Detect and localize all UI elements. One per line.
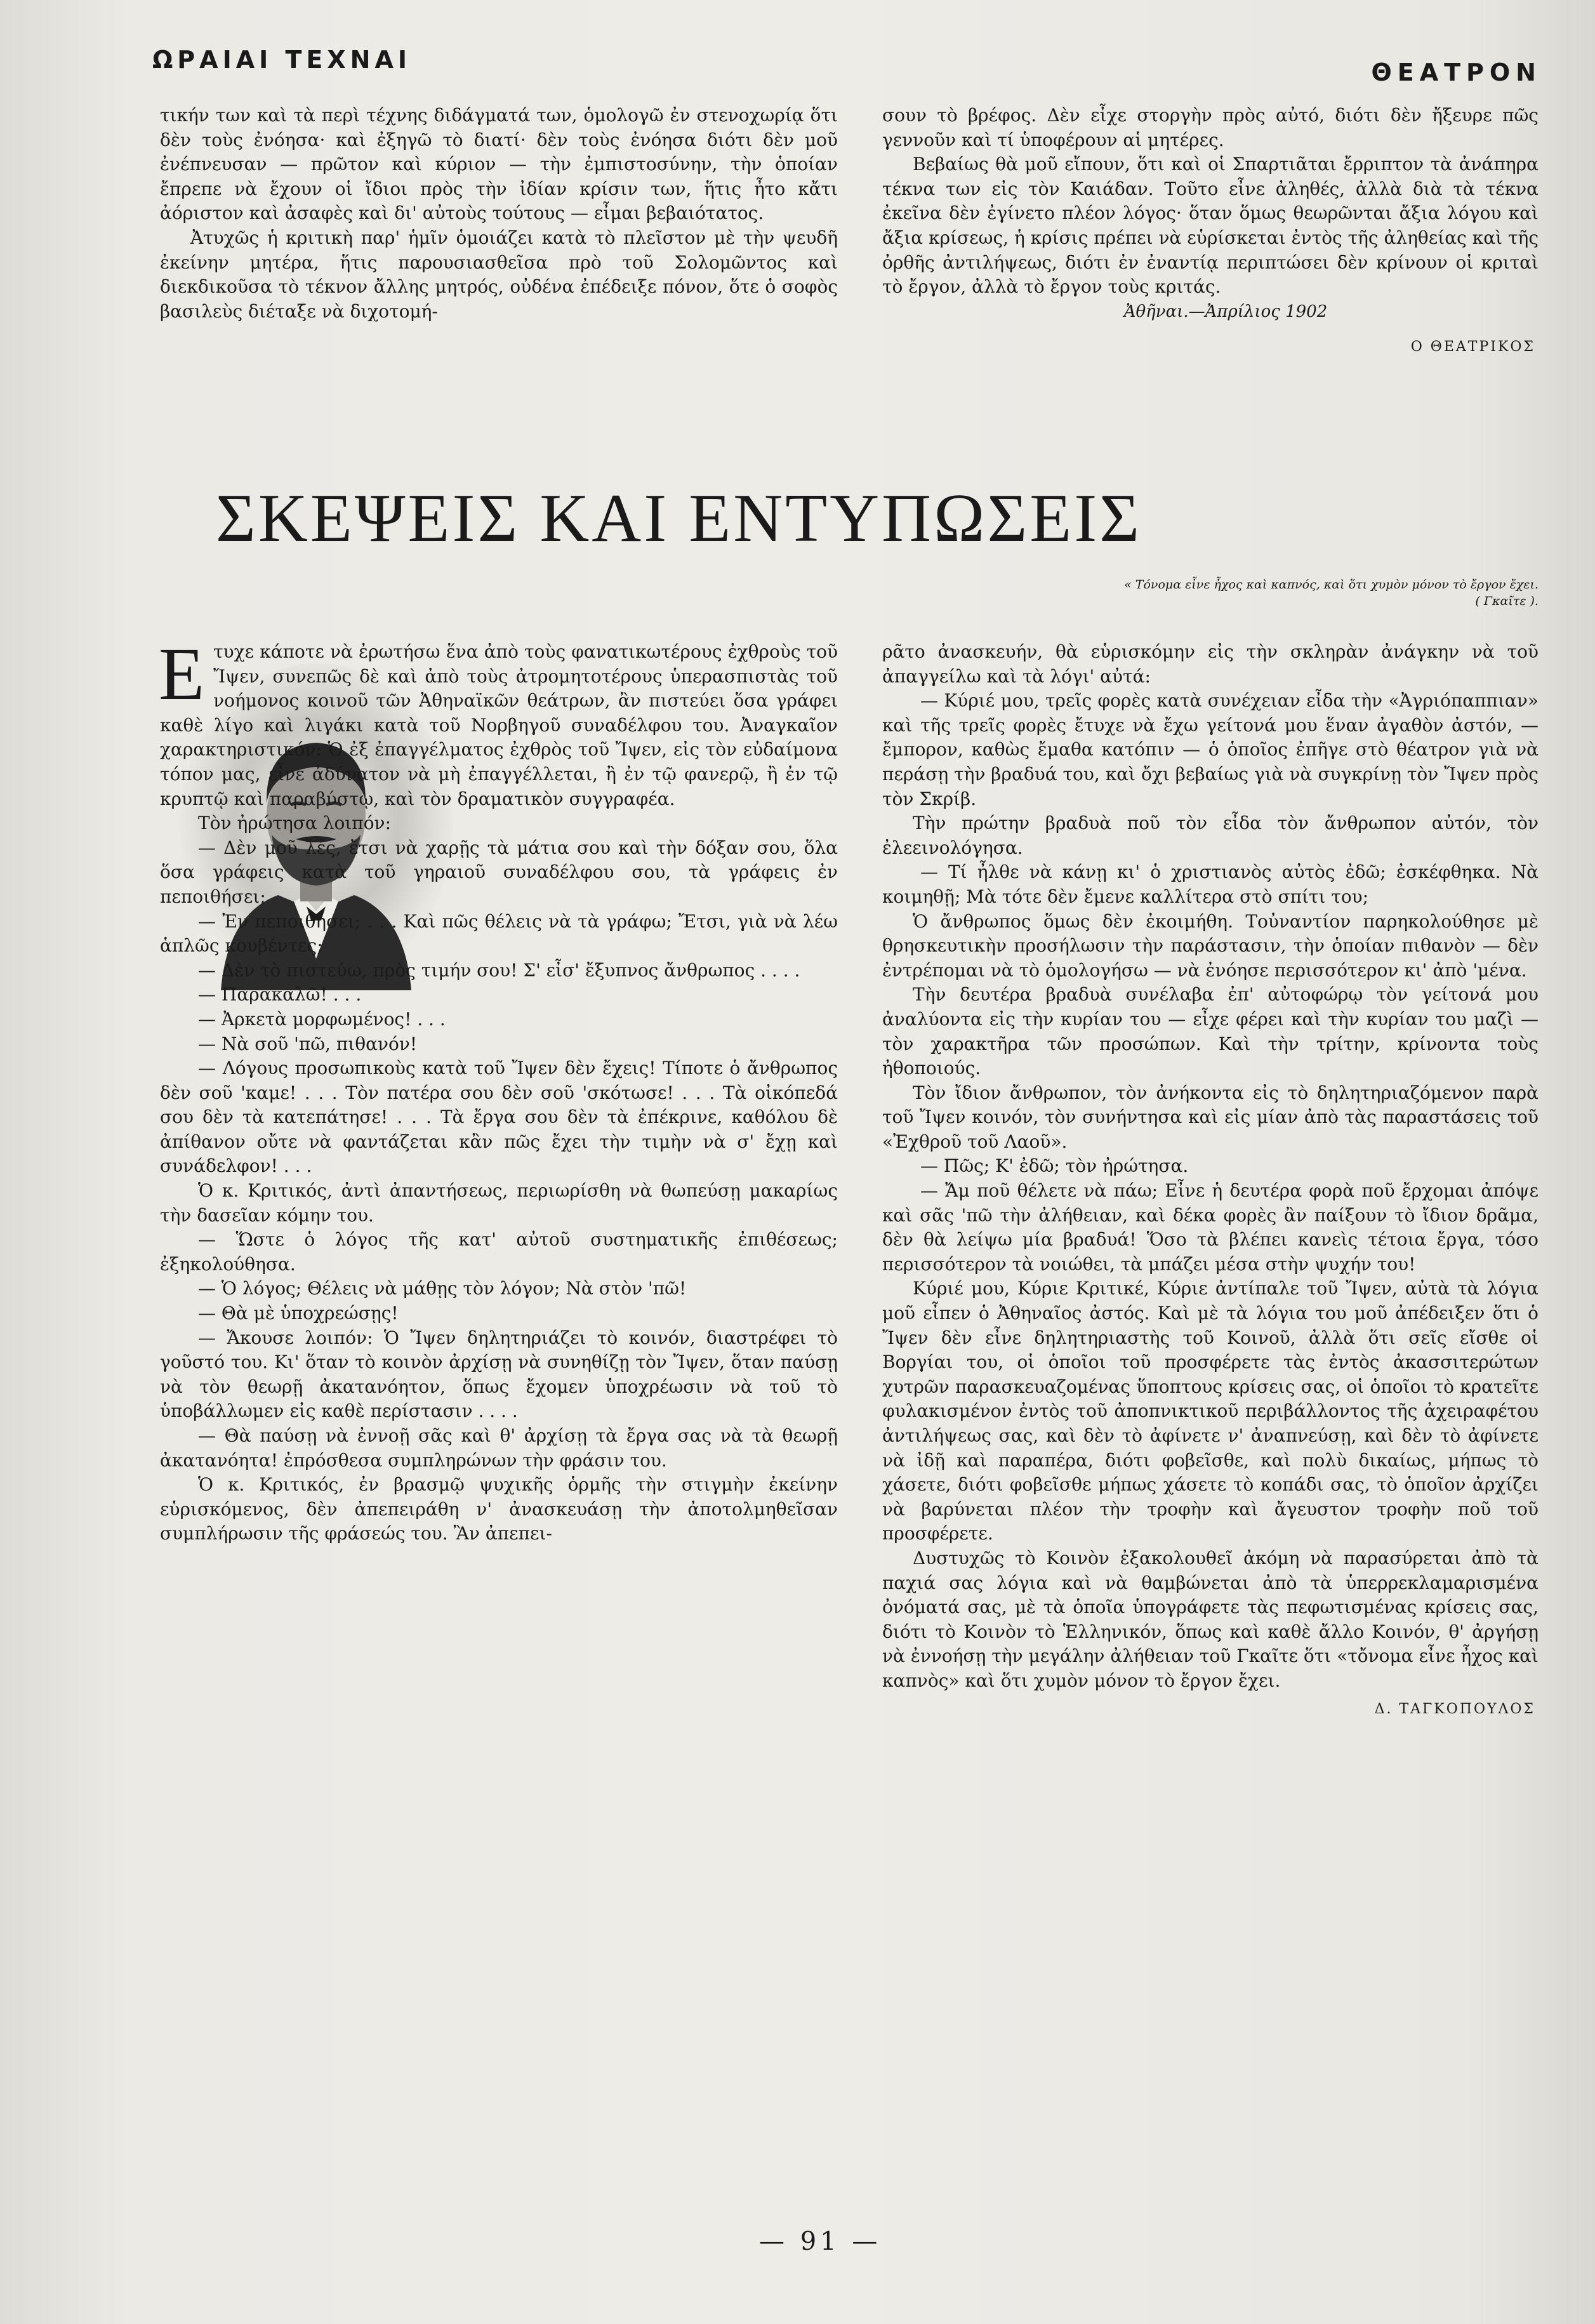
bottom-left-column [159, 632, 838, 1546]
paragraph: τικήν των καὶ τὰ περὶ τέχνης διδάγματά των, ὁμολογῶ ἐν στενοχωρίᾳ ὅτι δὲν τοὺς ἐνόησα· καὶ ἐξηγῶ τὸ διατί· δὲν τοὺς ἐνόησα διότι δὲν μοῦ ἐνέπνευσαν — πρῶτον καὶ κύριον — τὴν ἐμπιστοσύνην, τὴν ὁποίαν ἔπρεπε νὰ ἔχουν οἱ ἴδιοι πρὸς τὴν ἰδίαν κρίσιν των, ἥτις ἦτο κἄτι ἀόριστον καὶ ἀσαφὲς καὶ δι' αὐτοὺς τούτους — εἶμαι βεβαιότατος. [160, 105, 838, 224]
paragraph: Κύριέ μου, Κύριε Κριτικέ, Κύριε ἀντίπαλε τοῦ Ἴψεν, αὐτὰ τὰ λόγια μοῦ εἶπεν ὁ Ἀθηναῖος ἀστός. Καὶ μὲ τὰ λόγια του μοῦ ἀπέδειξεν ὅτι ὁ Ἴψεν δὲν εἶνε δηλητηριαστὴς τοῦ Κοινοῦ, ἀλλὰ ὅτι σεῖς εἴσθε οἱ Βοργίαι του, οἱ ὁποῖοι τοῦ προσφέρετε τὰς ἐντὸς ἀκασσιτερώτων χυτρῶν παρασκευαζομένας ὕποπτους κρίσεις σας, οἱ ὁποῖοι τὸ κρατεῖτε φυλακισμένον ἐντὸς τοῦ ἀποπνικτικοῦ περιβάλλοντος τῆς ἀχειραφέτου ἀντιλήψεως σας, καὶ δὲν τὸ ἀφίνετε ν' ἀναπνεύσῃ, καὶ δὲν τὸ ἀφίνετε νὰ ἰδῇ καὶ παραπέρα, διότι φοβεῖσθε, καὶ πολὺ δικαίως, μήπως τὸ χάσετε, διότι φοβεῖσθε μήπως χάσετε τὸ κοπάδι σας, τὸ ὁποῖον ἀρχίζει νὰ βαρύνεται πλέον τὴν τροφὴν καὶ ἄγευστον τροφὴν ποῦ τοῦ προσφέρετε. [882, 1278, 1539, 1544]
paragraph: — Τί ἦλθε νὰ κάνῃ κι' ὁ χριστιανὸς αὐτὸς ἐδῶ; ἐσκέφθηκα. Νὰ κοιμηθῇ; Μὰ τότε δὲν ἔμενε καλλίτερα στὸ σπίτι του; [882, 861, 1539, 907]
top-right-column [882, 103, 1539, 360]
paragraph: — Ἀρκετὰ μορφωμένος! . . . [198, 1008, 446, 1030]
bottom-right-column [882, 640, 1539, 1722]
paragraph: — Θὰ παύσῃ νὰ ἐννοῇ σᾶς καὶ θ' ἀρχίσῃ τὰ ἔργα σας νὰ τὰ θεωρῇ ἀκατανόητα! ἐπρόσθεσα συμπληρώνων τὴν φράσιν του. [160, 1425, 838, 1471]
paragraph: Ὁ κ. Κριτικός, ἐν βρασμῷ ψυχικῆς ὁρμῆς τὴν στιγμὴν ἐκείνην εὑρισκόμενος, δὲν ἀπεπειράθη ν' ἀνασκευάσῃ τὴν ἀποτολμηθεῖσαν συμπλήρωσιν τῆς φράσεώς του. Ἂν ἀπεπει- [160, 1474, 838, 1544]
paragraph: Βεβαίως θὰ μοῦ εἴπουν, ὅτι καὶ οἱ Σπαρτιᾶται ἔρριπτον τὰ ἀνάπηρα τέκνα των εἰς τὸν Καιάδαν. Τοῦτο εἶνε ἀληθές, ἀλλὰ διὰ τὰ τέκνα ἐκεῖνα δὲν ἐγίνετο πλέον λόγος· ὅταν ὅμως θεωρῶνται ἄξια λόγου καὶ ἄξια κρίσεως, ἡ κρίσις πρέπει νὰ εὑρίσκεται ἐντὸς τῆς ἀληθείας καὶ τῆς ὀρθῆς ἀντιλήψεως, διότι ἐν ἐναντίᾳ περιπτώσει δὲν κρίνουν οἱ κριταὶ τὸ ἔργον, ἀλλὰ τὸ ἔργον τοὺς κριτάς. [882, 154, 1539, 298]
epigraph-attribution: ( Γκαῖτε ). [1475, 594, 1539, 608]
paragraph: σουν τὸ βρέφος. Δὲν εἶχε στοργὴν πρὸς αὐτό, διότι δὲν ἤξευρε πῶς γεννοῦν καὶ τί ὑποφέρουν αἱ μητέρες. [882, 105, 1539, 150]
paragraph: Ὁ κ. Κριτικός, ἀντὶ ἀπαντήσεως, περιωρίσθη νὰ θωπεύσῃ μακαρίως τὴν δασεῖαν κόμην του. [160, 1180, 838, 1226]
article-title: ΣΚΕΨΕΙΣ ΚΑΙ ΕΝΤΥΠΩΣΕΙΣ [216, 481, 1142, 556]
drop-cap: Ε [159, 632, 205, 715]
dateline: Ἀθῆναι.—Ἀπρίλιος 1902 [1123, 302, 1328, 321]
epigraph-quote: « Τόνομα εἶνε ἦχος καὶ καπνός, καὶ ὅτι χυμὸν μόνον τὸ ἔργον ἔχει. [1124, 578, 1539, 592]
paragraph: — Ὁ λόγος; Θέλεις νὰ μάθῃς τὸν λόγον; Νὰ στὸν 'πῶ! [198, 1278, 687, 1299]
running-head-left: ΩΡΑΙΑΙ ΤΕΧΝΑΙ [152, 46, 412, 74]
paragraph: — Δὲν τὸ πιστεύω, πρὸς τιμήν σου! Σ' εἶσ' ἔξυπνος ἄνθρωπος . . . . [198, 959, 800, 981]
epigraph [882, 576, 1539, 609]
page-number: — 91 — [759, 2227, 882, 2256]
paragraph: Τὸν ἠρώτησα λοιπόν: [198, 813, 392, 834]
paragraph: — Δὲν μοῦ λές, ἔτσι νὰ χαρῇς τὰ μάτια σου καὶ τὴν δόξαν σου, ὅλα ὅσα γράφεις κατὰ τοῦ γηραιοῦ συναδέλφου σου, τὰ γράφεις ἐν πεποιθήσει; [160, 837, 838, 907]
author-signature: Δ. ΤΑΓΚΟΠΟΥΛΟΣ [1374, 1701, 1535, 1717]
paragraph: — Ἄμ ποῦ θέλετε νὰ πάω; Εἶνε ἡ δευτέρα φορὰ ποῦ ἔρχομαι ἀπόψε καὶ σᾶς 'πῶ τὴν ἀλήθειαν, καὶ δέκα φορὲς ἂν παίξουν τὸ ἴδιον δρᾶμα, δὲν θὰ λείψω μία βραδυά! Ὅσο τὰ βλέπει κανεὶς τέτοια ἔργα, τόσο περισσότερον τὰ νοιώθει, τὰ μπάζει μέσα στὴν ψυχήν του! [882, 1180, 1539, 1275]
paragraph: Τὴν δευτέρα βραδυὰ συνέλαβα ἐπ' αὐτοφώρῳ τὸν γείτονά μου ἀναλύοντα εἰς τὴν κυρίαν του — εἶχε φέρει καὶ τὴν κυρίαν του μαζὶ — τὸν χαρακτῆρα τῶν προσώπων. Καὶ τὴν τρίτην, κρίνοντα τοὺς ἠθοποιούς. [882, 984, 1539, 1079]
paragraph: — Θὰ μὲ ὑποχρεώσῃς! [198, 1303, 399, 1324]
paragraph: — Κύριέ μου, τρεῖς φορὲς κατὰ συνέχειαν εἶδα τὴν «Ἀγριόπαππιαν» καὶ τῆς τρεῖς φορὲς ἔτυχε νὰ ἔχω γείτονά μου ἕναν ἀγαθὸν ἀστόν, — ἔμπορον, καθὼς ἔμαθα κατόπιν — ὁ ὁποῖος ἐπῆγε στὸ θέατρον γιὰ νὰ περάσῃ τὴν βραδυά του, καὶ ὄχι βεβαίως γιὰ νὰ συγκρίνῃ τὸν Ἴψεν πρὸς τὸν Σκρίβ. [882, 690, 1539, 809]
paragraph: — Νὰ σοῦ 'πῶ, πιθανόν! [198, 1033, 418, 1054]
paragraph: — Πῶς; Κ' ἐδῶ; τὸν ἠρώτησα. [920, 1155, 1189, 1177]
paragraph: Ἀτυχῶς ἡ κριτικὴ παρ' ἡμῖν ὁμοιάζει κατὰ τὸ πλεῖστον μὲ τὴν ψευδῆ ἐκείνην μητέρα, ἥτις παρουσιασθεῖσα πρὸ τοῦ Σολομῶντος καὶ διεκδικοῦσα τὸ τέκνον ἄλλης μητρός, οὐδένα ἐπέδειξε πόνον, ὅτε ὁ σοφὸς βασιλεὺς διέταξε νὰ διχοτομή- [160, 227, 838, 322]
author-signature: Ο ΘΕΑΤΡΙΚΟΣ [1410, 339, 1535, 355]
paragraph: Τὴν πρώτην βραδυὰ ποῦ τὸν εἶδα τὸν ἄνθρωπον αὐτόν, τὸν ἐλεεινολόγησα. [882, 813, 1539, 858]
paragraph: Δυστυχῶς τὸ Κοινὸν ἐξακολουθεῖ ἀκόμη νὰ παρασύρεται ἀπὸ τὰ παχιά σας λόγια καὶ νὰ θαμβώνεται ἀπὸ τὰ ὑπερρεκλαμαρισμένα ὀνόματά σας, μὲ τὰ ὁποῖα ὑπογράφετε τὰς πεφωτισμένας κρίσεις σας, διότι τὸ Κοινὸν τὸ Ἑλληνικόν, ὅπως καὶ καθὲ ἄλλο Κοινόν, θ' ἀργήσῃ νὰ ἐννοήσῃ τὴν μεγάλην ἀλήθειαν τοῦ Γκαῖτε ὅτι «τὄνομα εἶνε ἦχος καὶ καπνὸς» καὶ ὅτι χυμὸν μόνον τὸ ἔργον ἔχει. [882, 1547, 1539, 1691]
paragraph: — Παρακαλῶ! . . . [198, 984, 362, 1006]
paragraph: Ὁ ἄνθρωπος ὅμως δὲν ἐκοιμήθη. Τοὐναντίον παρηκολούθησε μὲ θρησκευτικὴν προσήλωσιν τὴν παράστασιν, τὴν ὁποίαν πιθανὸν — δὲν ἐντρέπομαι νὰ τὸ ὁμολογήσω — νὰ ἐνόησε περισσότερον κι' ἀπὸ 'μένα. [882, 910, 1539, 981]
paragraph: — Ἐν πεποιθήσει; . . . Καὶ πῶς θέλεις νὰ τὰ γράφω; Ἔτσι, γιὰ νὰ λέω ἁπλῶς κουβέντες; [160, 910, 838, 957]
paragraph: ρᾶτο ἀνασκευήν, θὰ εὑρισκόμην εἰς τὴν σκληρὰν ἀνάγκην νὰ τοῦ ἀπαγγείλω καὶ τὰ λόγι' αὐτά: [882, 641, 1539, 687]
lead-text: τυχε κάποτε νὰ ἐρωτήσω ἕνα ἀπὸ τοὺς φανατικωτέρους ἐχθροὺς τοῦ Ἴψεν, συνεπῶς δὲ καὶ ἀπὸ τοὺς ἀτρομητοτέρους ὑπερασπιστὰς τοῦ νοήμονος κοινοῦ τῶν Ἀθηναϊκῶν θεάτρων, ἂν πιστεύει ὅσα γράφει καθὲ λίγο καὶ λιγάκι κατὰ τοῦ Νορβηγοῦ συναδέλφου του. Ἀναγκαῖον χαρακτηριστικόν: Ὁ ἐξ ἐπαγγέλματος ἐχθρὸς τοῦ Ἴψεν, εἰς τὸν εὐδαίμονα τόπον μας, εἶνε ἀδύνατον νὰ μὴ ἐπαγγέλλεται, ἢ ἐν τῷ φανερῷ, ἢ ἐν τῷ κρυπτῷ καὶ παραβύστῳ, καὶ τὸν δραματικὸν συγγραφέα. [160, 641, 838, 809]
top-left-column [160, 103, 838, 324]
paragraph: — Ἄκουσε λοιπόν: Ὁ Ἴψεν δηλητηριάζει τὸ κοινόν, διαστρέφει τὸ γοῦστό του. Κι' ὅταν τὸ κοινὸν ἀρχίσῃ νὰ συνηθίζῃ τὸν Ἴψεν, ὅταν παύσῃ νὰ τὸν θεωρῇ ἀκατανόητον, ὅπως ἔχομεν ὑποχρέωσιν νὰ τοῦ τὸ ὑποβάλλωμεν εἰς καθὲ περίστασιν . . . . [160, 1327, 838, 1422]
paragraph: — Λόγους προσωπικοὺς κατὰ τοῦ Ἴψεν δὲν ἔχεις! Τίποτε ὁ ἄνθρωπος δὲν σοῦ 'καμε! . . . Τὸν πατέρα σου δὲν σοῦ 'σκότωσε! . . . Τὰ οἰκόπεδά σου δὲν τὰ κατεπάτησε! . . . Τὰ ἔργα σου δὲν τὰ ἐπέκρινε, καθόλου δὲ ἀπίθανον οὔτε νὰ φαντάζεται κἂν πῶς ἔχει τὴν τιμὴν νὰ σ' ἔχῃ καὶ συνάδελφον! . . . [160, 1058, 838, 1177]
paragraph: — Ὥστε ὁ λόγος τῆς κατ' αὐτοῦ συστηματικῆς ἐπιθέσεως; ἐξηκολούθησα. [160, 1229, 838, 1275]
paragraph: Τὸν ἴδιον ἄνθρωπον, τὸν ἀνήκοντα εἰς τὸ δηλητηριαζόμενον παρὰ τοῦ Ἴψεν κοινόν, τὸν συνήντησα καὶ εἰς μίαν ἀπὸ τὰς παραστάσεις τοῦ «Ἐχθροῦ τοῦ Λαοῦ». [882, 1082, 1539, 1152]
running-head-right: ΘΕΑΤΡΟΝ [1371, 58, 1542, 86]
lead-paragraph [159, 632, 838, 811]
